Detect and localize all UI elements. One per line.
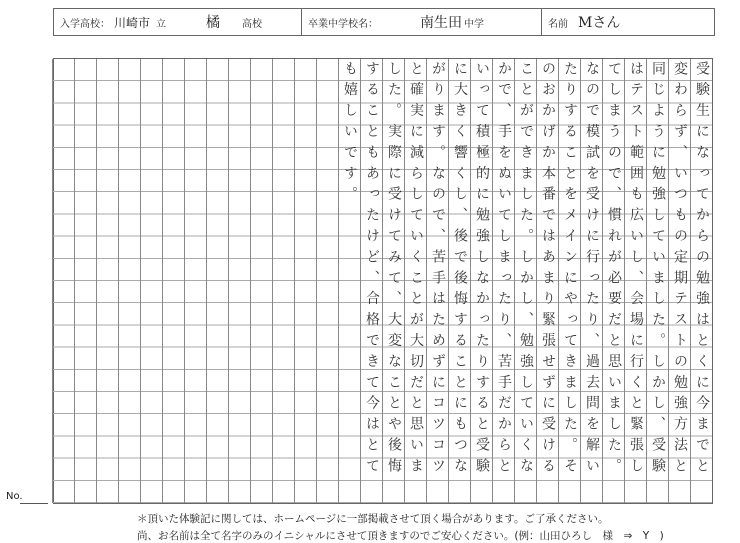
column-text: することもあったけど、合格できて今はとて <box>364 61 380 479</box>
manuscript-column <box>96 59 118 503</box>
manuscript-column <box>668 59 690 503</box>
column-text: 受験生になってからの勉強はとくに今までと <box>694 61 710 479</box>
column-text: のおかげか本番ではあまり緊張せずに受ける <box>540 61 556 479</box>
column-text <box>97 61 119 501</box>
manuscript-column <box>206 59 228 503</box>
column-text <box>141 61 163 501</box>
manuscript-column <box>250 59 272 503</box>
school-name: 橘 <box>206 15 221 31</box>
column-text <box>295 61 317 501</box>
manuscript-column <box>118 59 140 503</box>
column-text <box>251 61 273 501</box>
footer-note-2: 尚、お名前は全て名字のみのイニシャルにさせて頂きますのでご安心ください。(例：山田ひろし 様 ⇒ Y ) <box>137 530 664 542</box>
footer-note-1: ＊頂いた体験記に関しては、ホームページに一部掲載させて頂く場合があります。ご了承ください。 <box>137 513 609 525</box>
manuscript-column <box>624 59 646 503</box>
manuscript-column <box>140 59 162 503</box>
manuscript-grid <box>53 58 713 504</box>
column-text <box>273 61 295 501</box>
manuscript-column <box>558 59 580 503</box>
junior-suffix-label: 中学 <box>464 18 484 30</box>
manuscript-column <box>338 59 360 503</box>
junior-school-field <box>302 9 542 35</box>
manuscript-column <box>426 59 448 503</box>
manuscript-column <box>690 59 712 503</box>
column-text <box>317 61 339 501</box>
form-header <box>53 8 715 36</box>
manuscript-column <box>470 59 492 503</box>
manuscript-column <box>316 59 338 503</box>
manuscript-column <box>602 59 624 503</box>
name-value: Mさん <box>578 15 621 31</box>
column-text: に大きく響くし、後で後悔することにもつな <box>452 61 468 479</box>
manuscript-column <box>184 59 206 503</box>
column-text: 同じように勉強していました。しかし、受験 <box>650 61 666 479</box>
column-text <box>229 61 251 501</box>
column-text: てしまうので、慣れが必要だと思いました。 <box>606 61 622 479</box>
column-text: 変わらず、いつもの定期テストの勉強方法と <box>672 61 688 479</box>
column-text <box>207 61 229 501</box>
name-field <box>542 9 714 35</box>
number-label: No. <box>6 491 23 502</box>
number-underline <box>20 503 48 504</box>
manuscript-column <box>382 59 404 503</box>
column-text <box>163 61 185 501</box>
manuscript-column <box>272 59 294 503</box>
column-text <box>119 61 141 501</box>
column-text <box>185 61 207 501</box>
manuscript-column <box>536 59 558 503</box>
manuscript-column <box>514 59 536 503</box>
column-text <box>53 61 75 501</box>
public-label: 立 <box>156 18 167 30</box>
name-label: 名前 <box>548 18 568 30</box>
column-text: と確実に減らしていくことが大切だと思いま <box>408 61 424 479</box>
column-text: なので模試を受けに行ったり、過去問を解い <box>584 61 600 479</box>
column-text: かで、手をぬいてしまったり、苦手だからと <box>496 61 512 479</box>
manuscript-column <box>162 59 184 503</box>
manuscript-column <box>74 59 96 503</box>
column-text: はテスト範囲も広いし、会場に行くと緊張し <box>628 61 644 479</box>
column-text: がります。なので、苦手はためずにコツコツ <box>430 61 446 479</box>
column-text: いって積極的に勉強しなかったりすると受験 <box>474 61 490 479</box>
manuscript-column <box>404 59 426 503</box>
junior-school-label: 卒業中学校名： <box>308 18 378 30</box>
manuscript-column <box>580 59 602 503</box>
city-name: 川崎市 <box>114 15 151 30</box>
column-text: も嬉しいです。 <box>342 61 358 208</box>
manuscript-column <box>294 59 316 503</box>
column-text: ことができました。しかし、勉強していくな <box>518 61 534 479</box>
manuscript-column <box>52 59 74 503</box>
column-text: した。実際に受けてみて、大変なことや後悔 <box>386 61 402 479</box>
entrance-school-label: 入学高校： <box>60 18 110 30</box>
column-text <box>75 61 97 501</box>
manuscript-column <box>360 59 382 503</box>
column-text: たりすることをメインにやってきました。そ <box>562 61 578 479</box>
manuscript-column <box>228 59 250 503</box>
entrance-school-field <box>54 9 302 35</box>
junior-school-name: 南生田 <box>420 15 462 31</box>
manuscript-column <box>448 59 470 503</box>
manuscript-column <box>646 59 668 503</box>
school-suffix-label: 高校 <box>242 18 263 30</box>
manuscript-column <box>492 59 514 503</box>
